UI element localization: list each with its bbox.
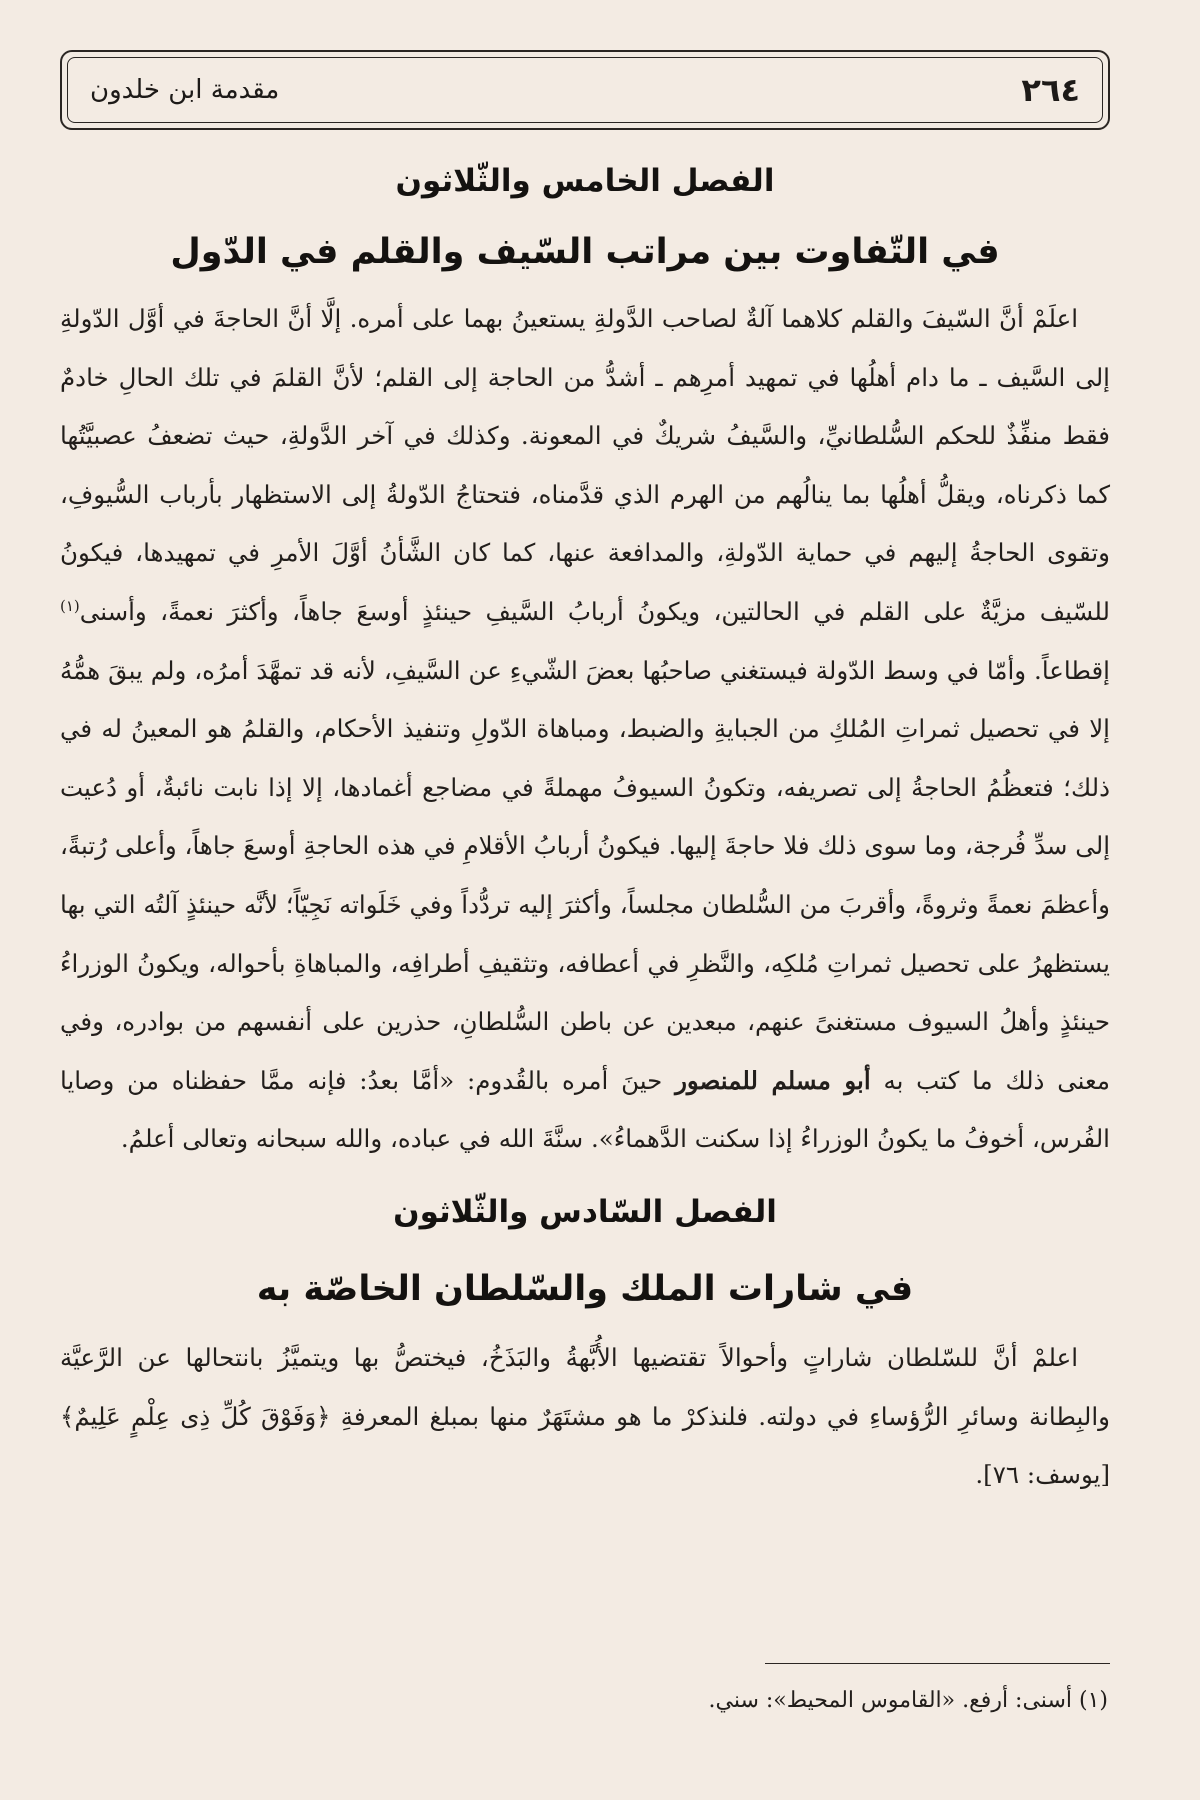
paragraph-text-part-1: اعلَمْ أنَّ السّيفَ والقلم كلاهما آلةٌ لصاحب الدَّولةِ يستعينُ بهما على أمره. إلَّا أنَّ الحاجةَ في أوَّل الدّولةِ إلى السَّيف ـ ما دام أهلُها في تمهيد أمرِهم ـ أشدُّ من الحاجة إلى القلم؛ لأنَّ القلمَ في تلك الحالِ خادمٌ فقط منفِّذٌ للحكم السُّلطانيِّ، والسَّيفُ شريكٌ في المعونة. وكذلك في آخر الدَّولةِ، حيث تضعفُ عصبيَّتُها كما ذكرناه، ويقلُّ أهلُها بما ينالُهم من الهرم الذي قدَّمناه، فتحتاجُ الدّولةُ إلى الاستظهار بأرباب السُّيوفِ، وتقوى الحاجةُ إليهم في حماية الدّولةِ، والمدافعة عنها، كما كان الشَّأنُ أوَّلَ الأمرِ في تمهيدها، فيكونُ للسّيف مزيَّةٌ على القلم في الحالتين، ويكونُ أربابُ السَّيفِ حينئذٍ أوسعَ جاهاً، وأكثرَ نعمةً، وأسنى — [60, 304, 1110, 626]
chapter-36-paragraph — [60, 1329, 1110, 1505]
page-number: ٢٦٤ — [1021, 71, 1080, 109]
paragraph-text-part-2: إقطاعاً. وأمّا في وسط الدّولة فيستغني صاحبُها بعضَ الشّيءِ عن السَّيفِ، لأنه قد تمهَّدَ أمرُه، ولم يبقَ همُّهُ إلا في تحصيل ثمراتِ المُلكِ من الجبايةِ والضبط، ومباهاة الدّولِ وتنفيذ الأحكام، والقلمُ هو المعينُ له في ذلك؛ فتعظُمُ الحاجةُ إلى تصريفه، وتكونُ السيوفُ مهملةً في مضاجع أغمادها، إلا إذا نابت نائبةٌ، أو دُعيت إلى سدِّ فُرجة، وما سوى ذلك فلا حاجةَ إليها. فيكونُ أربابُ الأقلامِ في هذه الحاجةِ أوسعَ جاهاً، وأعلى رُتبةً، وأعظمَ نعمةً وثروةً، وأقربَ من السُّلطان مجلساً، وأكثرَ إليه تردُّداً وفي خَلَواته نَجِيّاً؛ لأنَّه حينئذٍ آلتُه التي بها يستظهرُ على تحصيل ثمراتِ مُلكِه، والنَّظرِ في أعطافه، وتثقيفِ أطرافِه، والمباهاةِ بأحواله، ويكونُ الوزراءُ حينئذٍ وأهلُ السيوف مستغنىً عنهم، مبعدين عن باطن السُّلطانِ، حذرين على أنفسهم من بوادره، وفي معنى ذلك ما كتب به — [60, 655, 1110, 1095]
page-header — [60, 50, 1110, 130]
chapter-36-number: الفصل السّادس والثّلاثون — [393, 1193, 777, 1230]
footnote-separator — [765, 1663, 1110, 1664]
chapter-35-title: في التّفاوت بين مراتب السّيف والقلم في الدّول — [170, 232, 1000, 272]
chapter-35-paragraph — [60, 290, 1110, 1169]
chapter-36-title: في شارات الملك والسّلطان الخاصّة به — [256, 1268, 914, 1309]
paragraph-text: اعلمْ أنَّ للسّلطان شاراتٍ وأحوالاً تقتضيها الأُبَّهةُ والبَذَخُ، فيختصُّ بها ويتميَّزُ بانتحالها عن الرَّعيَّة والبِطانة وسائرِ الرُّؤساءِ في دولته. فلنذكرْ ما هو مشتَهَرٌ منها بمبلغ المعرفةِ ﴿وَفَوْقَ كُلِّ ذِى عِلْمٍ عَلِيمٌ﴾ [يوسف: ٧٦]. — [60, 1342, 1110, 1490]
footnote-reference[interactable]: (١) — [60, 596, 80, 615]
page-header-inner — [67, 57, 1103, 123]
bold-names: أبو مسلم للمنصور — [675, 1065, 871, 1095]
footnote: (١) أسنى: أرفع. «القاموس المحيط»: سني. — [708, 1688, 1108, 1713]
paragraph-text-part-3: حينَ أمره بالقُدوم: «أمَّا بعدُ: فإنه ممَّا حفظناه من وصايا الفُرس، أخوفُ ما يكونُ الوزراءُ إذا سكنت الدَّهماءُ». سنَّةَ الله في عباده، والله سبحانه وتعالى أعلمُ. — [60, 1065, 1110, 1154]
running-title: مقدمة ابن خلدون — [90, 75, 280, 105]
chapter-35-number: الفصل الخامس والثّلاثون — [395, 163, 775, 199]
page-content — [60, 50, 1110, 1505]
